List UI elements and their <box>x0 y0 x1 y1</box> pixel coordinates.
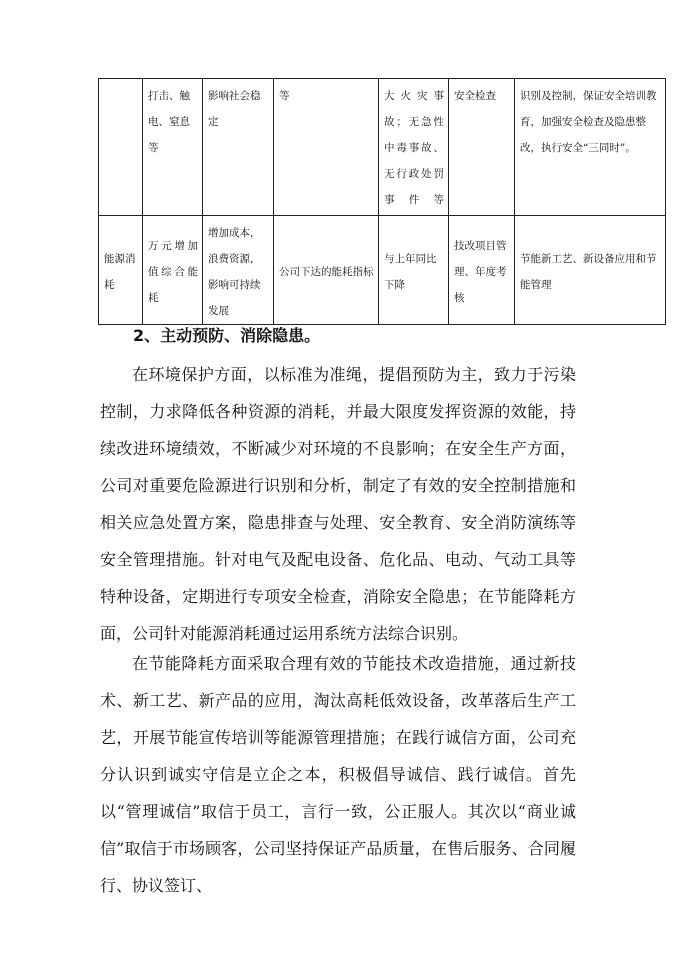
table-cell: 安全检查 <box>449 79 515 216</box>
table-cell: 万元增加值综合能耗 <box>143 216 203 325</box>
body-paragraph: 在环境保护方面，以标准为准绳，提倡预防为主，致力于污染控制，力求降低各种资源的消耗，并最大限度发挥资源的效能，持续改进环境绩效，不断减少对环境的不良影响；在安全生产方面，公司对重要危险源进行识别和分析，制定了有效的安全控制措施和相关应急处置方案，隐患排查与处理、安全教育、安全消防演练等安全管理措施。针对电气及配电设备、危化品、电动、气动工具等特种设备，定期进行专项安全检查，消除安全隐患；在节能降耗方面，公司针对能源消耗通过运用系统方法综合识别。 <box>100 365 576 643</box>
table-cell: 与上年同比下降 <box>379 216 449 325</box>
table-cell: 大火灾事故；无急性中毒事故、无行政处罚事件等 <box>379 79 449 216</box>
table-cell: 节能新工艺、新设备应用和节能管理 <box>515 216 666 325</box>
table-cell: 能源消耗 <box>99 216 143 325</box>
table-cell: 公司下达的能耗指标 <box>274 216 379 325</box>
section-heading: 2、主动预防、消除隐患。 <box>133 326 321 345</box>
table-cell: 技改项目管理、年度考核 <box>449 216 515 325</box>
table-cell: 识别及控制，保证安全培训教育，加强安全检查及隐患整改，执行安全“三同时”。 <box>515 79 666 216</box>
risk-control-table <box>98 78 666 325</box>
table-cell: 打击、触电、窒息等 <box>143 79 203 216</box>
table-row <box>99 216 666 325</box>
table-cell: 影响社会稳定 <box>203 79 274 216</box>
table-cell: 等 <box>274 79 379 216</box>
body-paragraph: 在节能降耗方面采取合理有效的节能技术改造措施，通过新技术、新工艺、新产品的应用，淘汰高耗低效设备，改革落后生产工艺，开展节能宣传培训等能源管理措施；在践行诚信方面，公司充分认识到诚实守信是立企之本，积极倡导诚信、践行诚信。首先以“管理诚信”取信于员工，言行一致，公正服人。其次以“商业诚信”取信于市场顾客，公司坚持保证产品质量，在售后服务、合同履行、协议签订、 <box>100 654 576 895</box>
table-cell <box>99 79 143 216</box>
table-cell: 增加成本，浪费资源，影响可持续发展 <box>203 216 274 325</box>
table-row <box>99 79 666 216</box>
